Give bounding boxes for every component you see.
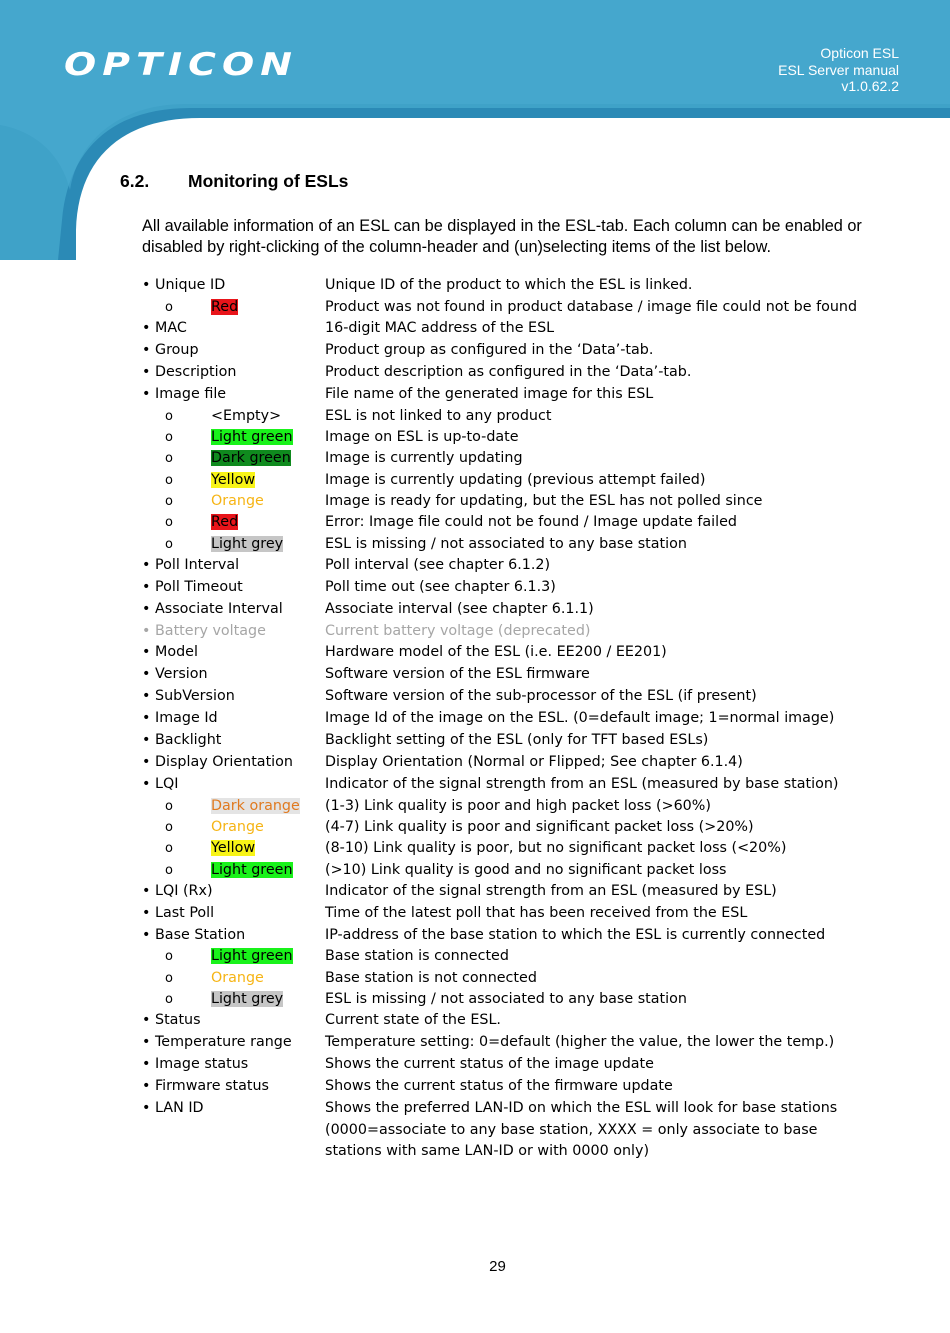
item-label: Group (155, 342, 199, 359)
sub-bullet: o (165, 536, 173, 552)
bullet: • (142, 882, 151, 899)
bullet: • (142, 385, 151, 402)
item-label: <Empty> (211, 407, 282, 424)
bullet: • (142, 644, 151, 661)
item-description: Product group as configured in the ‘Data’-tab. (325, 342, 654, 359)
sub-bullet: o (165, 862, 173, 878)
item-label: Base Station (155, 926, 246, 943)
item-description: (4-7) Link quality is poor and significant packet loss (>20%) (325, 818, 754, 835)
bullet: • (142, 1078, 151, 1095)
bullet: • (142, 556, 151, 573)
item-label: Image Id (155, 710, 218, 727)
item-label: Yellow (211, 471, 256, 488)
item-label: LQI (Rx) (155, 882, 213, 899)
item-description: 16-digit MAC address of the ESL (325, 320, 555, 337)
bullet: • (142, 1056, 151, 1073)
item-label: Orange (211, 492, 264, 509)
item-label: Status (155, 1012, 201, 1029)
item-description: Product was not found in product database / image file could not be found (325, 298, 858, 315)
bullet: • (142, 926, 151, 943)
item-description: Software version of the sub-processor of the ESL (if present) (325, 688, 757, 705)
intro-paragraph: All available information of an ESL can be displayed in the ESL-tab. Each column can be enabled or disabled by right-clicking of the column-header and (un)selecting items of the list below. (142, 217, 862, 256)
item-description: Software version of the ESL firmware (325, 666, 590, 683)
meta-manual: ESL Server manual (778, 61, 899, 78)
item-label: Dark orange (211, 797, 300, 814)
item-description: Indicator of the signal strength from an ESL (measured by ESL) (325, 882, 777, 899)
item-label: Version (155, 666, 208, 683)
item-description: Product description as configured in the ‘Data’-tab. (325, 363, 692, 380)
item-label: Light green (211, 429, 293, 446)
item-label: Unique ID (155, 277, 226, 293)
item-label: Model (155, 644, 198, 661)
item-description: (0000=associate to any base station, XXXX = only associate to base (325, 1121, 818, 1138)
item-description: Error: Image file could not be found / Image update failed (325, 514, 737, 531)
sub-bullet: o (165, 493, 173, 509)
item-description: Base station is connected (325, 948, 509, 965)
item-label: Light grey (211, 991, 284, 1008)
meta-version: v1.0.62.2 (841, 78, 899, 94)
item-label: Image status (155, 1056, 249, 1073)
item-description: ESL is missing / not associated to any base station (325, 535, 687, 552)
item-description: Backlight setting of the ESL (only for TFT based ESLs) (325, 731, 709, 748)
sub-bullet: o (165, 798, 173, 814)
bullet: • (142, 342, 151, 359)
item-description: Shows the current status of the image update (325, 1056, 654, 1073)
item-description: Current battery voltage (deprecated) (325, 622, 591, 639)
item-description: Poll time out (see chapter 6.1.3) (325, 578, 556, 595)
item-description: Poll interval (see chapter 6.1.2) (325, 556, 551, 573)
item-label: LAN ID (155, 1099, 204, 1116)
bullet: • (142, 1012, 151, 1029)
sub-bullet: o (165, 949, 173, 965)
section-heading (120, 171, 348, 192)
bullet: • (142, 320, 151, 337)
item-description: Image is currently updating (325, 450, 523, 467)
bullet: • (142, 277, 151, 293)
bullet: • (142, 731, 151, 748)
bullet: • (142, 1099, 151, 1116)
document-meta (778, 45, 899, 95)
item-label: Temperature range (155, 1034, 292, 1051)
item-description: Image on ESL is up-to-date (325, 429, 519, 446)
item-description: Display Orientation (Normal or Flipped; See chapter 6.1.4) (325, 753, 743, 770)
item-label: Last Poll (155, 904, 215, 921)
bullet: • (142, 904, 151, 921)
sub-bullet: o (165, 299, 173, 315)
item-description: ESL is not linked to any product (325, 407, 552, 424)
item-label: Associate Interval (155, 600, 283, 617)
item-description: (>10) Link quality is good and no significant packet loss (325, 861, 727, 878)
sub-bullet: o (165, 992, 173, 1008)
item-label: Image file (155, 385, 227, 402)
item-label: SubVersion (155, 688, 235, 705)
item-label: Poll Interval (155, 556, 240, 573)
item-description: Image is currently updating (previous attempt failed) (325, 471, 706, 488)
bullet: • (142, 1034, 151, 1051)
item-description: Image is ready for updating, but the ESL has not polled since (325, 492, 763, 509)
item-description: Base station is not connected (325, 969, 537, 986)
meta-product: Opticon ESL (820, 45, 899, 61)
item-description: (1-3) Link quality is poor and high packet loss (>60%) (325, 797, 711, 814)
sub-bullet: o (165, 430, 173, 446)
bullet: • (142, 753, 151, 770)
item-label: Dark green (211, 450, 291, 467)
item-description: Shows the preferred LAN-ID on which the ESL will look for base stations (325, 1099, 838, 1116)
item-label: Firmware status (155, 1078, 269, 1095)
item-description: ESL is missing / not associated to any base station (325, 991, 687, 1008)
item-description: Shows the current status of the firmware update (325, 1078, 673, 1095)
item-description: (8-10) Link quality is poor, but no significant packet loss (<20%) (325, 840, 787, 857)
sub-bullet: o (165, 819, 173, 835)
item-description: IP-address of the base station to which the ESL is currently connected (325, 926, 826, 943)
page-number: 29 (489, 1258, 506, 1275)
bullet: • (142, 600, 151, 617)
sub-bullet: o (165, 841, 173, 857)
sub-bullet: o (165, 408, 173, 424)
item-label: LQI (155, 775, 179, 792)
item-description: Indicator of the signal strength from an ESL (measured by base station) (325, 775, 839, 792)
bullet: • (142, 622, 151, 639)
item-description: Temperature setting: 0=default (higher the value, the lower the temp.) (325, 1034, 835, 1051)
item-description: File name of the generated image for this ESL (325, 385, 654, 402)
bullet: • (142, 710, 151, 727)
sub-bullet: o (165, 472, 173, 488)
item-label: Description (155, 363, 237, 380)
sub-bullet: o (165, 515, 173, 531)
item-description: Time of the latest poll that has been received from the ESL (325, 904, 748, 921)
item-label: Display Orientation (155, 753, 293, 770)
item-label: Orange (211, 969, 264, 986)
section-title: Monitoring of ESLs (188, 171, 349, 191)
item-description: stations with same LAN-ID or with 0000 only) (325, 1143, 650, 1160)
bullet: • (142, 688, 151, 705)
item-label: Yellow (211, 840, 256, 857)
section-number: 6.2. (120, 171, 150, 191)
bullet: • (142, 578, 151, 595)
item-description: Image Id of the image on the ESL. (0=default image; 1=normal image) (325, 710, 835, 727)
bullet: • (142, 775, 151, 792)
item-description: Current state of the ESL. (325, 1012, 501, 1029)
item-label: MAC (155, 320, 187, 337)
bullet: • (142, 363, 151, 380)
item-description: Unique ID of the product to which the ESL is linked. (325, 277, 693, 293)
item-label: Light green (211, 861, 293, 878)
item-label: Orange (211, 818, 264, 835)
item-label: Backlight (155, 731, 222, 748)
item-label: Poll Timeout (155, 578, 243, 595)
item-label: Light grey (211, 535, 284, 552)
item-description: Associate interval (see chapter 6.1.1) (325, 600, 594, 617)
item-label: Light green (211, 948, 293, 965)
sub-bullet: o (165, 970, 173, 986)
item-description: Hardware model of the ESL (i.e. EE200 / EE201) (325, 644, 667, 661)
sub-bullet: o (165, 451, 173, 467)
item-label: Battery voltage (155, 622, 266, 639)
bullet: • (142, 666, 151, 683)
opticon-logo: OPTICON (64, 47, 299, 83)
item-label: Red (211, 514, 239, 531)
item-label: Red (211, 298, 239, 315)
